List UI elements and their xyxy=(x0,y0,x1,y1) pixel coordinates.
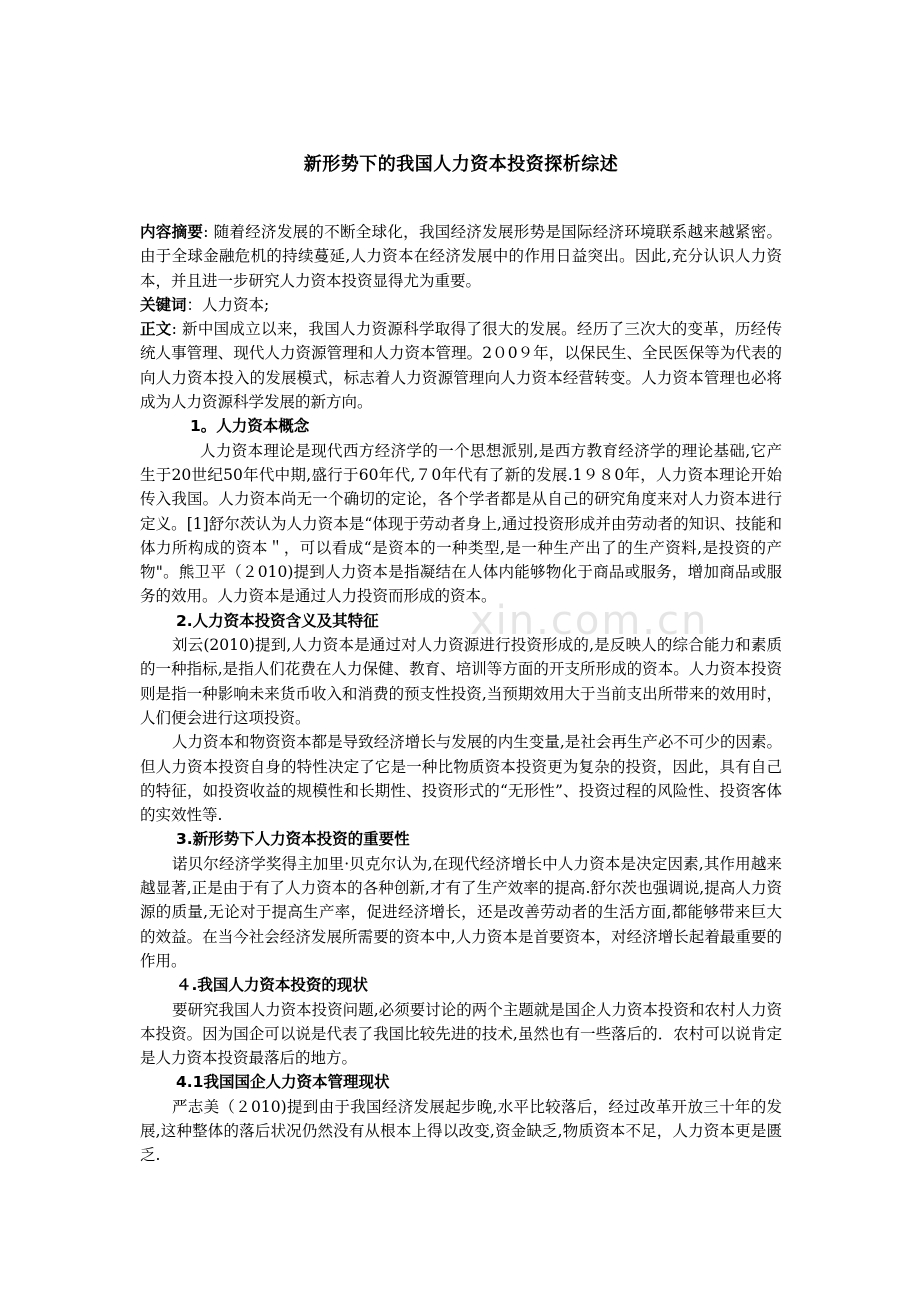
abstract-paragraph xyxy=(140,220,782,293)
section-paragraph: 严志美（２010)提到由于我国经济发展起步晚,水平比较落后，经过改革开放三十年的发展,这种整体的落后状况仍然没有从根本上得以改变,资金缺乏,物质资本不足，人力资本更是匮乏. xyxy=(140,1097,782,1165)
keywords-paragraph xyxy=(140,293,782,317)
section-paragraph: 刘云(2010)提到,人力资本是通过对人力资源进行投资形成的,是反映人的综合能力和素质的一种指标,是指人们花费在人力保健、教育、培训等方面的开支所形成的资本。人力资本投资则是指一种影响未来货币收入和消费的预支性投资,当预期效用大于当前支出所带来的效用时，人们便会进行这项投资。 xyxy=(140,636,782,727)
keywords-text: ：人力资本; xyxy=(186,295,270,314)
section-heading: 4.1我国国企人力资本管理现状 xyxy=(176,1073,390,1092)
abstract-label: 内容摘要 xyxy=(140,223,204,241)
section-heading: 2.人力资本投资含义及其特征 xyxy=(176,611,379,630)
body-intro-paragraph xyxy=(140,317,782,414)
body-label: 正文 xyxy=(140,320,172,339)
section-paragraph: 人力资本理论是现代西方经济学的一个思想派别,是西方教育经济学的理论基础,它产生于20世纪50年代中期,盛行于60年代,７0年代有了新的发展.1９８0年，人力资本理论开始传入我国。人力资本尚无一个确切的定论，各个学者都是从自己的研究角度来对人力资本进行定义。[1]舒尔茨认为人力资本是“体现于劳动者身上,通过投资形成并由劳动者的知识、技能和体力所构成的资本＂，可以看成“是资本的一种类型,是一种生产出了的生产资料,是投资的产物"。熊卫平（２010)提到人力资本是指凝结在人体内能够物化于商品或服务，增加商品或服务的效用。人力资本是通过人力投资而形成的资本。 xyxy=(140,441,782,606)
document-body xyxy=(140,220,782,1168)
section-heading: 1。人力资本概念 xyxy=(190,417,310,436)
section-heading: ４.我国人力资本投资的现状 xyxy=(176,976,368,995)
section-heading: 3.新形势下人力资本投资的重要性 xyxy=(176,830,410,849)
document-title: 新形势下的我国人力资本投资探析综述 xyxy=(303,154,619,175)
abstract-text: : 随着经济发展的不断全球化，我国经济发展形势是国际经济环境联系越来越紧密。由于全球金融危机的持续蔓延,人力资本在经济发展中的作用日益突出。因此,充分认识人力资本，并且进一步研究人力资本投资显得尤为重要。 xyxy=(140,223,782,290)
section-paragraph: 人力资本和物资资本都是导致经济增长与发展的内生变量,是社会再生产必不可少的因素。但人力资本投资自身的特性决定了它是一种比物质资本投资更为复杂的投资，因此，具有自己的特征，如投资收益的规模性和长期性、投资形式的“无形性”、投资过程的风险性、投资客体的实效性等. xyxy=(140,733,782,825)
keywords-label: 关键词 xyxy=(140,295,187,314)
watermark: xin.com.cn xyxy=(470,598,709,644)
body-intro-text: : 新中国成立以来，我国人力资源科学取得了很大的发展。经历了三次大的变革，历经传统人事管理、现代人力资源管理和人力资本管理。2０0９年，以保民生、全民医保等为代表的向人力资本投入的发展模式，标志着人力资源管理向人力资本经营转变。人力资本管理也必将成为人力资源科学发展的新方向。 xyxy=(140,320,782,412)
section-paragraph: 要研究我国人力资本投资问题,必须要讨论的两个主题就是国企人力资本投资和农村人力资本投资。因为国企可以说是代表了我国比较先进的技术,虽然也有一些落后的．农村可以说肯定是人力资本投资最落后的地方。 xyxy=(140,1000,782,1068)
section-paragraph: 诺贝尔经济学奖得主加里·贝克尔认为,在现代经济增长中人力资本是决定因素,其作用越来越显著,正是由于有了人力资本的各种创新,才有了生产效率的提高.舒尔茨也强调说,提高人力资源的质量,无论对于提高生产率，促进经济增长，还是改善劳动者的生活方面,都能够带来巨大的效益。在当今社会经济发展所需要的资本中,人力资本是首要资本，对经济增长起着最重要的作用。 xyxy=(140,854,782,970)
